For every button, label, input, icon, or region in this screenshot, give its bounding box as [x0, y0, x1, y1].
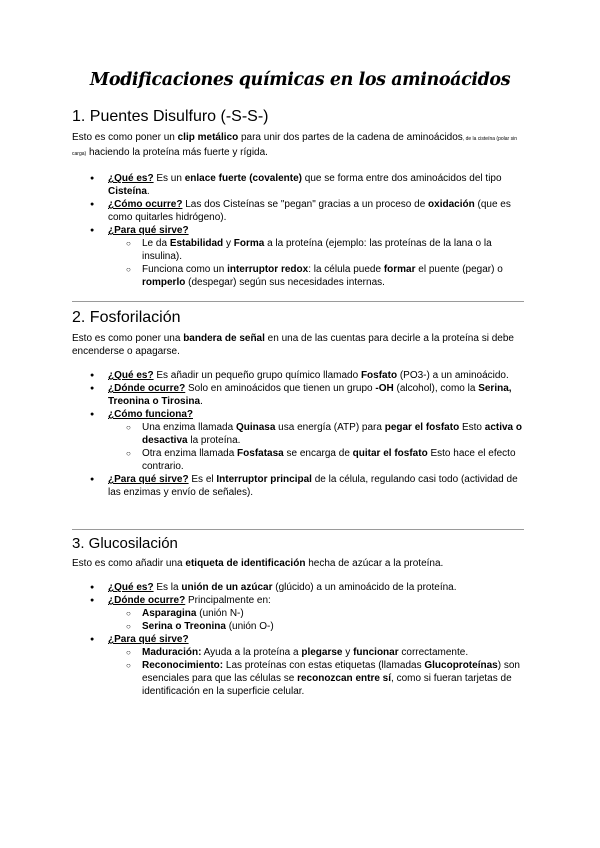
bold-text: Interruptor principal	[216, 474, 312, 485]
text: Principalmente en:	[185, 595, 271, 606]
sub-list-item	[108, 607, 532, 620]
bold-text: formar	[383, 264, 416, 275]
text: que se forma entre dos aminoácidos del tipo	[301, 173, 502, 184]
bullet-label: ¿Para qué sirve?	[108, 634, 189, 645]
text: Es un	[153, 173, 185, 184]
text: Una enzima llamada	[142, 422, 236, 433]
bold-text: etiqueta de identificación	[185, 558, 306, 569]
list-item	[72, 382, 532, 408]
bullet-list	[72, 581, 532, 698]
bullet-label: ¿Cómo funciona?	[108, 409, 193, 420]
text: Le da	[142, 238, 170, 249]
bold-text: Maduración:	[142, 647, 202, 658]
bold-text: -OH	[375, 383, 394, 394]
bullet-label: ¿Qué es?	[108, 582, 154, 593]
sub-list-item	[108, 263, 532, 289]
bold-text: Fosfato	[360, 370, 398, 381]
bullet-list	[72, 369, 532, 499]
bold-text: Cisteína	[108, 186, 147, 197]
text: haciendo la proteína más fuerte y rígida.	[86, 147, 268, 158]
list-item	[72, 581, 532, 594]
bullet-label: ¿Qué es?	[108, 173, 154, 184]
text: Esto es como poner una	[72, 333, 184, 344]
section-intro	[72, 131, 532, 161]
sub-list	[108, 237, 532, 289]
bold-text: clip metálico	[177, 132, 239, 143]
text: de la célula, regulando casi todo (actividad de las enzimas y envío de señales).	[108, 474, 518, 498]
text: Las proteínas con estas etiquetas (llamadas	[223, 660, 425, 671]
text: (alcohol), como la	[393, 383, 479, 394]
bold-text: pegar el fosfato	[384, 422, 460, 433]
section-heading: 3. Glucosilación	[72, 535, 178, 552]
text: .	[146, 186, 150, 197]
list-item	[72, 408, 532, 473]
section-intro	[72, 557, 532, 570]
bold-text: Serina o Treonina	[142, 621, 226, 632]
bullet-label: ¿Dónde ocurre?	[108, 595, 186, 606]
bold-text: Reconocimiento:	[142, 660, 224, 671]
text: (unión O-)	[225, 621, 274, 632]
sub-list-item	[108, 421, 532, 447]
text: hecha de azúcar a la proteína.	[305, 558, 444, 569]
text: .	[200, 396, 203, 407]
text: Funciona como un	[142, 264, 228, 275]
text: a la proteína (ejemplo: las proteínas de la lana o la insulina).	[142, 238, 492, 262]
bold-text: Estabilidad	[169, 238, 224, 249]
list-item	[72, 369, 532, 382]
sub-list	[108, 421, 532, 473]
text: Ayuda a la proteína a	[201, 647, 302, 658]
text: se encarga de	[283, 448, 353, 459]
section-intro	[72, 332, 532, 358]
section-heading: 2. Fosforilación	[72, 309, 181, 326]
text: : la célula puede	[308, 264, 384, 275]
bold-text: activa o desactiva	[142, 422, 523, 446]
bullet-label: ¿Cómo ocurre?	[108, 199, 183, 210]
bullet-label: ¿Dónde ocurre?	[108, 383, 186, 394]
sub-list-item	[108, 659, 532, 698]
section-divider	[72, 529, 524, 530]
section-disulfide-bridges	[72, 108, 532, 289]
text: , como si fueran tarjetas de identificación en la superficie celular.	[142, 673, 512, 697]
text: Es añadir un pequeño grupo químico llamado	[153, 370, 361, 381]
bold-text: funcionar	[353, 647, 399, 658]
text: Esto hace el efecto contrario.	[142, 448, 516, 472]
list-item	[72, 224, 532, 289]
bold-text: Fosfatasa	[237, 448, 284, 459]
text: y	[223, 238, 234, 249]
text: el puente (pegar) o	[415, 264, 503, 275]
text: (que es como quitarles hidrógeno).	[108, 199, 511, 223]
text: Es el	[188, 474, 217, 485]
list-item	[72, 473, 532, 499]
section-divider	[72, 301, 524, 302]
bold-text: reconozcan entre sí	[297, 673, 392, 684]
text: Solo en aminoácidos que tienen un grupo	[185, 383, 376, 394]
text: la proteína.	[187, 435, 241, 446]
text: ) son esenciales para que las células se	[142, 660, 520, 684]
text: y	[342, 647, 354, 658]
section-heading: 1. Puentes Disulfuro (-S-S-)	[72, 108, 269, 125]
text: (despegar) según sus necesidades internas.	[185, 277, 385, 288]
list-item	[72, 594, 532, 633]
text: en una de las cuentas para decirle a la proteína si debe encenderse o apagarse.	[72, 333, 514, 357]
list-item	[72, 198, 532, 224]
page-title: Modificaciones químicas en los aminoácidos	[89, 70, 511, 90]
bold-text: plegarse	[301, 647, 343, 658]
small-note: , de la cisteína (polar sin carga)	[72, 136, 517, 157]
text: usa energía (ATP) para	[275, 422, 385, 433]
bold-text: Serina, Treonina o Tirosina	[108, 383, 512, 407]
bold-text: bandera de señal	[183, 333, 265, 344]
text: Otra enzima llamada	[142, 448, 238, 459]
sub-list-item	[108, 447, 532, 473]
bold-text: Quinasa	[235, 422, 276, 433]
sub-list	[108, 646, 532, 698]
text: Es la	[153, 582, 182, 593]
text: para unir dos partes de la cadena de aminoácidos	[238, 132, 463, 143]
list-item	[72, 633, 532, 698]
section-phosphorylation	[72, 309, 532, 499]
text: Esto	[459, 422, 485, 433]
bullet-label: ¿Para qué sirve?	[108, 474, 189, 485]
text: Esto es como poner un	[72, 132, 178, 143]
text: correctamente.	[398, 647, 469, 658]
text: (PO3-) a un aminoácido.	[397, 370, 509, 381]
bullet-list	[72, 172, 532, 289]
bold-text: romperlo	[142, 277, 186, 288]
sub-list	[108, 607, 532, 633]
sub-list-item	[108, 646, 532, 659]
bold-text: enlace fuerte (covalente)	[184, 173, 302, 184]
text: Las dos Cisteínas se "pegan" gracias a un proceso de	[182, 199, 429, 210]
text: (glúcido) a un aminoácido de la proteína.	[272, 582, 457, 593]
bold-text: quitar el fosfato	[352, 448, 428, 459]
text: Esto es como añadir una	[72, 558, 186, 569]
bold-text: unión de un azúcar	[181, 582, 273, 593]
bold-text: Asparagina	[142, 608, 197, 619]
bold-text: Glucoproteínas	[424, 660, 498, 671]
sub-list-item	[108, 237, 532, 263]
bold-text: interruptor redox	[227, 264, 309, 275]
section-glycosylation	[72, 535, 532, 698]
bold-text: oxidación	[428, 199, 475, 210]
bold-text: Forma	[233, 238, 265, 249]
text: (unión N-)	[196, 608, 244, 619]
bullet-label: ¿Qué es?	[108, 370, 154, 381]
bullet-label: ¿Para qué sirve?	[108, 225, 189, 236]
sub-list-item	[108, 620, 532, 633]
list-item	[72, 172, 532, 198]
